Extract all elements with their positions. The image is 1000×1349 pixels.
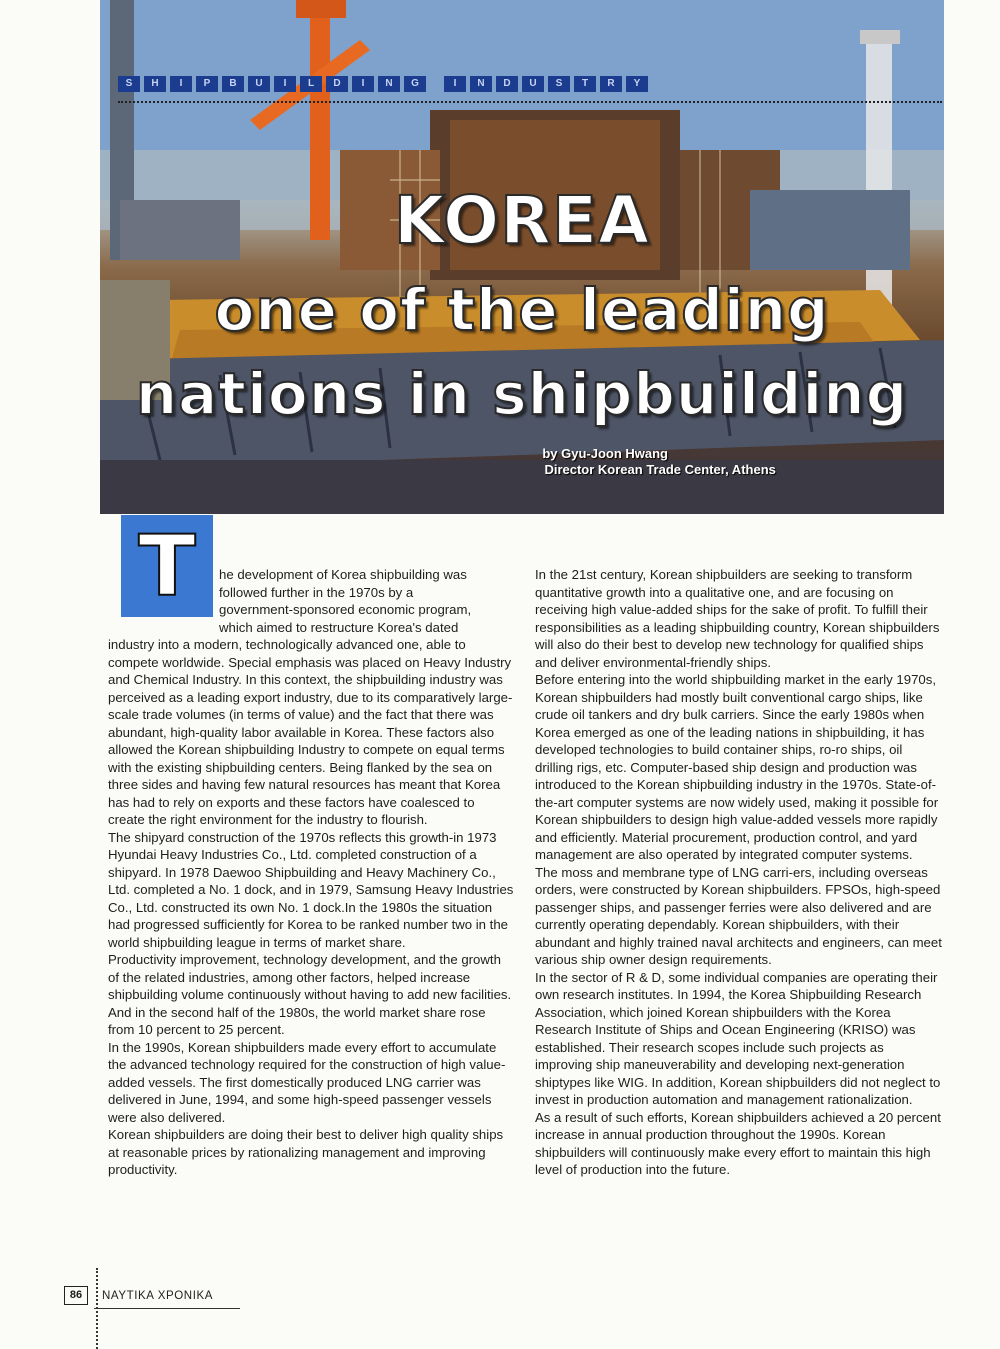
byline	[542, 446, 776, 478]
hero-photo	[100, 0, 944, 514]
paragraph: In the sector of R & D, some individual companies are operating their own research institutes. In 1994, the Korea Shipbuilding Research Association, which joined Korean shipbuilders with the Korea Research Institute of Ships and Ocean Engineering (KRISO) was established. Their research scopes include such projects as improving ship maneuverability and developing next-generation shiptypes like WIG. In addition, Korean shipbuilders did not neglect to invest in production automation and management rationalization.	[535, 969, 941, 1107]
title-line-3: nations in shipbuilding	[135, 360, 909, 428]
title-line-1: KOREA	[393, 182, 651, 259]
paragraph: The shipyard construction of the 1970s reflects this growth-in 1973 Hyundai Heavy Industries Co., Ltd. completed construction of a shipyard. In 1978 Daewoo Shipbuilding and Heavy Machinery Co., Ltd. completed a No. 1 dock, and in 1979, Samsung Heavy Industries Co., Ltd. constructed its own No. 1 dock.In the 1980s the situation had progressed sufficiently for Korea to be ranked number two in the world shipbuilding league in terms of market share.	[108, 829, 514, 950]
paragraph: The moss and membrane type of LNG carri-ers, including overseas orders, were constructed by Korean shipbuilders. FPSOs, high-speed passenger ships, and passenger ferries were also delivered and are currently operating dependably. Korean shipbuilders, with their abundant and highly trained naval architects and engineers, can meet various ship owner design requirements.	[535, 864, 942, 967]
author-name: by Gyu-Joon Hwang	[542, 446, 668, 461]
lead-line: followed further in the 1970s by a	[219, 584, 414, 600]
magazine-name: ΝΑΥΤΙΚΑ ΧΡΟΝΙΚΑ	[102, 1290, 214, 1302]
paragraph: Korean shipbuilders are doing their best to deliver high quality ships at reasonable prices by rationalizing management and improving productivity.	[108, 1127, 504, 1177]
paragraph: Before entering into the world shipbuilding market in the early 1970s, Korean shipbuilders had mostly built conventional cargo ships, like crude oil tankers and dry bulk carriers. Since the early 1980s when Korea emerged as one of the leading nations in shipbuilding, it has developed technologies to build container ships, ro-ro ships, oil drilling rigs, etc. Computer-based ship design and production was introduced to the Korean shipbuilding industry in the 1970s. State-of-the-art computer systems are now widely used, making it possible for Korean shipbuilders to design high value-added vessels more rapidly and efficiently. Material procurement, production control, and yard management are also operated by integrated computer systems.	[535, 672, 939, 862]
section-label: S H I P B U I L D I N G I N D U S T R Y	[118, 76, 648, 92]
paragraph: As a result of such efforts, Korean shipbuilders achieved a 20 percent increase in annual production throughout the 1990s. Korean shipbuilders will continuously make every effort to maintain this high level of production into the future.	[535, 1109, 941, 1177]
lead-line: which aimed to restructure Korea's dated	[219, 619, 459, 635]
lead-line: government-sponsored economic program,	[219, 602, 472, 617]
article-column-left	[108, 566, 514, 1179]
footer-rule	[94, 1308, 240, 1309]
paragraph: industry into a modern, technologically advanced one, able to compete worldwide. Special emphasis was placed on Heavy Industry and Chemical Industry. In this context, the shipbuilding industry was perceived as a leading export industry, due to its comparatively large-scale trade volumes (in terms of value) and the fact that there was abundant, high-quality labor available in Korea. These factors also allowed the Korean shipbuilding Industry to compete on equal terms with the existing shipbuilding centers. Being flanked by the sea on three sides and having few natural resources has meant that Korea has had to rely on exports and these factors have coalesced to create the right environment for the industry to flourish.	[108, 637, 513, 827]
lead-line: he development of Korea shipbuilding was	[219, 567, 467, 582]
page-number: 86	[64, 1286, 88, 1305]
paragraph: In the 21st century, Korean shipbuilders are seeking to transform quantitative growth into a qualitative one, and are focusing on receiving high value-added ships for the sake of profit. To fulfill their responsibilities as a leading shipbuilding country, Korean shipbuilders will also do their best to develop new technology for qualified ships and deliver environmental-friendly ships.	[535, 567, 940, 670]
page-footer	[64, 1282, 244, 1312]
dotted-rule	[118, 101, 942, 103]
author-role: Director Korean Trade Center, Athens	[544, 462, 776, 477]
paragraph: Productivity improvement, technology development, and the growth of the related industries, among other factors, helped increase shipbuilding volume continuously without having to add new facilities. And in the second half of the 1980s, the world market share rose from 10 percent to 25 percent.	[108, 952, 512, 1037]
drop-cap: T	[138, 517, 196, 615]
title-line-2: one of the leading	[214, 276, 830, 344]
article-column-right	[535, 566, 943, 1179]
paragraph: In the 1990s, Korean shipbuilders made every effort to accumulate the advanced technology required for the construction of high value-added vessels. The first domestically produced LNG carrier was delivered in June, 1994, and some high-speed passenger vessels were also delivered.	[108, 1039, 506, 1125]
